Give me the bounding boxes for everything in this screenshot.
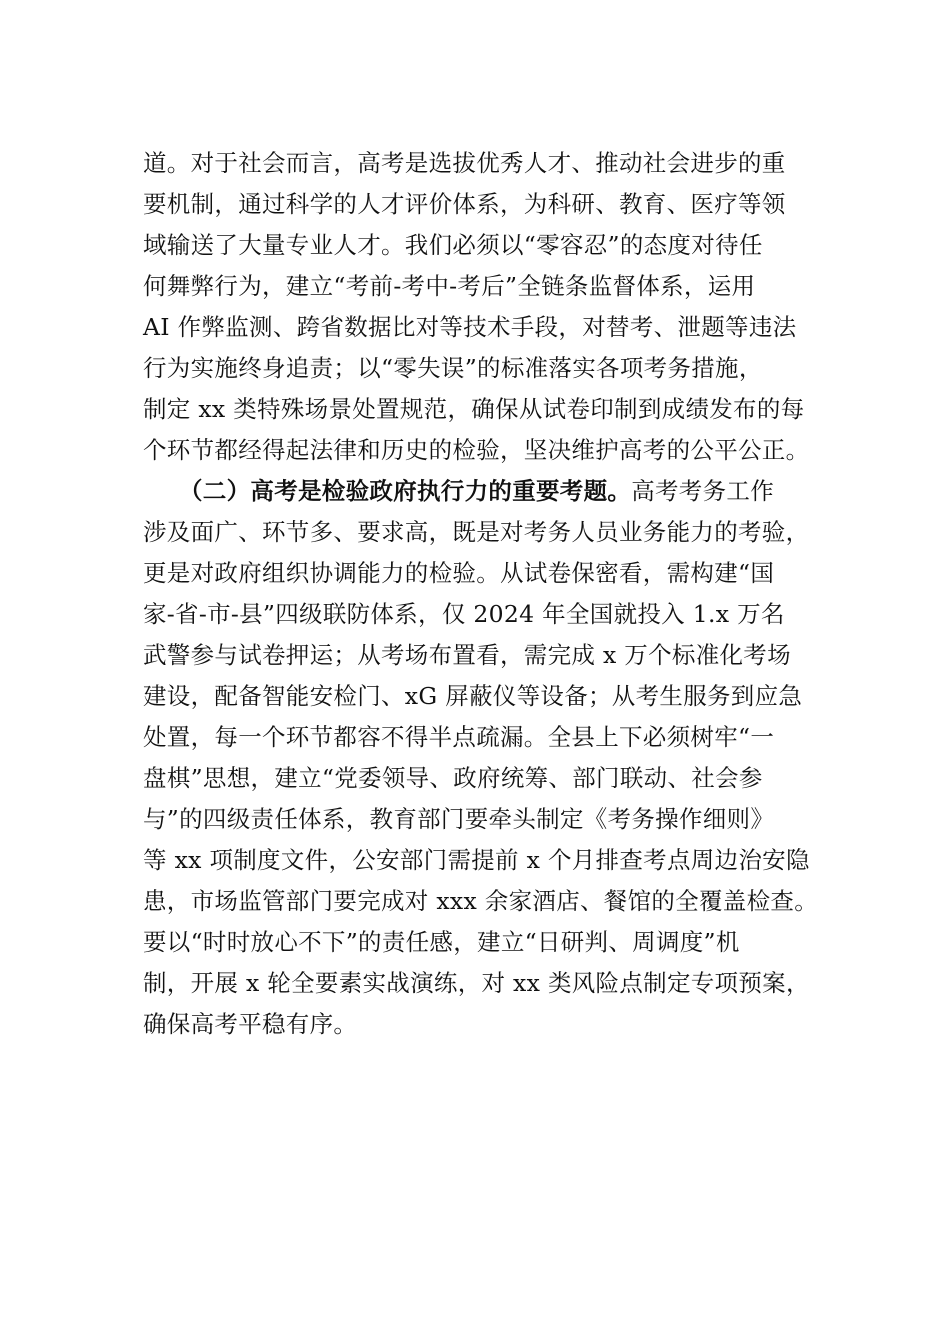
document-body (143, 143, 843, 1045)
paragraph-2-line: 更是对政府组织协调能力的检验。从试卷保密看，需构建“国 (143, 559, 775, 587)
paragraph-1 (143, 143, 843, 471)
paragraph-1-line: 域输送了大量专业人才。我们必须以“零容忍”的态度对待任 (143, 231, 763, 259)
paragraph-1-line: 要机制，通过科学的人才评价体系，为科研、教育、医疗等领 (143, 190, 786, 218)
paragraph-2-line: 武警参与试卷押运；从考场布置看，需完成 x 万个标准化考场 (143, 641, 791, 669)
paragraph-1-line: 何舞弊行为，建立“考前-考中-考后”全链条监督体系，运用 (143, 272, 756, 300)
paragraph-1-line: 道。对于社会而言，高考是选拔优秀人才、推动社会进步的重 (143, 149, 786, 177)
paragraph-2-first-line (143, 471, 843, 512)
paragraph-1-line: AI 作弊监测、跨省数据比对等技术手段，对替考、泄题等违法 (143, 313, 797, 341)
paragraph-2-first-line-text: 高考考务工作 (631, 477, 775, 505)
paragraph-1-line: 行为实施终身追责；以“零失误”的标准落实各项考务措施， (143, 354, 763, 382)
paragraph-2-line: 与”的四级责任体系，教育部门要牵头制定《考务操作细则》 (143, 805, 775, 833)
paragraph-2-line: 确保高考平稳有序。 (143, 1010, 358, 1038)
paragraph-2-line: 建设，配备智能安检门、xG 屏蔽仪等设备；从考生服务到应急 (143, 682, 803, 710)
paragraph-2-line: 患，市场监管部门要完成对 xxx 余家酒店、餐馆的全覆盖检查。 (143, 887, 818, 915)
paragraph-2-line: 涉及面广、环节多、要求高，既是对考务人员业务能力的考验， (143, 518, 810, 546)
paragraph-2-line: 等 xx 项制度文件，公安部门需提前 x 个月排查考点周边治安隐 (143, 846, 810, 874)
paragraph-2-line: 处置，每一个环节都容不得半点疏漏。全县上下必须树牢“一 (143, 723, 775, 751)
paragraph-2-line: 家-省-市-县”四级联防体系，仅 2024 年全国就投入 1.x 万名 (143, 600, 785, 628)
paragraph-2-line: 要以“时时放心不下”的责任感，建立“日研判、周调度”机 (143, 928, 740, 956)
paragraph-1-line: 制定 xx 类特殊场景处置规范，确保从试卷印制到成绩发布的每 (143, 395, 805, 423)
paragraph-2 (143, 471, 843, 1045)
section-heading: （二）高考是检验政府执行力的重要考题。 (179, 477, 632, 505)
paragraph-2-line: 盘棋”思想，建立“党委领导、政府统筹、部门联动、社会参 (143, 764, 763, 792)
paragraph-2-line: 制，开展 x 轮全要素实战演练，对 xx 类风险点制定专项预案， (143, 969, 810, 997)
paragraph-1-line: 个环节都经得起法律和历史的检验，坚决维护高考的公平公正。 (143, 436, 810, 464)
